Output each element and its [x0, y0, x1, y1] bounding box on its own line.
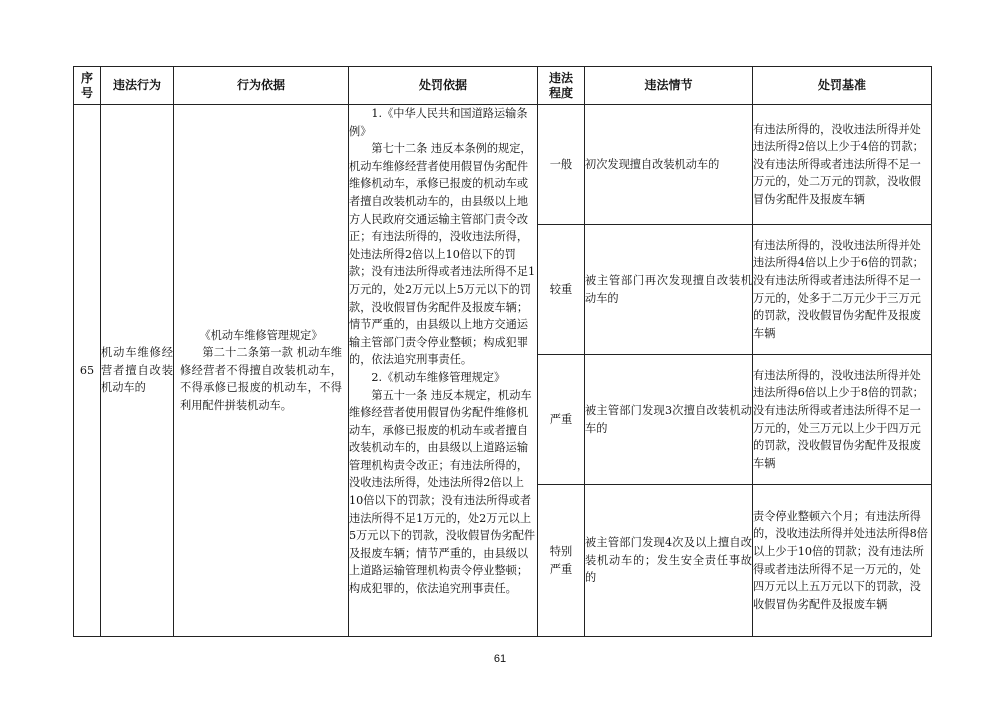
circumstance-cell: 初次发现擅自改装机动车的 [585, 105, 753, 225]
legal-basis-text: 第二十二条第一款 机动车维修经营者不得擅自改装机动车，不得承修已报废的机动车，不得利用配件拼装机动车。 [180, 346, 342, 412]
penalty-basis-1-title: 1.《中华人民共和国道路运输条例》 [349, 107, 528, 138]
circumstance-cell: 被主管部门发现3次擅自改装机动车的 [585, 355, 753, 485]
header-penalty-basis: 处罚依据 [349, 67, 538, 105]
legal-basis-title: 《机动车维修管理规定》 [199, 328, 323, 342]
circumstance-cell: 被主管部门再次发现擅自改装机动车的 [585, 225, 753, 355]
penalty-basis-2-text: 第五十一条 违反本规定，机动车维修经营者使用假冒伪劣配件维修机动车，承修已报废的机动车或者擅自改装机动车的，由县级以上道路运输管理机构责令改正；有违法所得的，没收违法所得，处违法所得2倍以上10倍以下的罚款；没有违法所得或者违法所得不足1万元的，处2万元以上5万元以下的罚款，没收假冒伪劣配件及报废车辆；情节严重的，由县级以上道路运输管理机构责令停业整顿；构成犯罪的，依法追究刑事责任。 [349, 388, 536, 596]
degree-cell: 特别严重 [538, 485, 585, 637]
penalty-basis-cell [349, 105, 538, 637]
standard-cell: 有违法所得的，没收违法所得并处违法所得4倍以上少于6倍的罚款；没有违法所得或者违法所得不足一万元的，处多于二万元少于三万元的罚款，没收假冒伪劣配件及报废车辆 [753, 225, 932, 355]
header-standard: 处罚基准 [753, 67, 932, 105]
standard-cell: 有违法所得的，没收违法所得并处违法所得6倍以上少于8倍的罚款；没有违法所得或者违法所得不足一万元的，处三万元以上少于四万元的罚款，没收假冒伪劣配件及报废车辆 [753, 355, 932, 485]
penalty-standard-table [73, 66, 932, 637]
legal-basis-cell [174, 105, 349, 637]
seq-cell: 65 [74, 105, 101, 637]
violation-act-cell [101, 105, 174, 637]
header-degree: 违法程度 [538, 67, 585, 105]
degree-cell: 严重 [538, 355, 585, 485]
standard-cell: 责令停业整顿六个月；有违法所得的，没收违法所得并处违法所得8倍以上少于10倍的罚款；没有违法所得或者违法所得不足一万元的，处四万元以上五万元以下的罚款，没收假冒伪劣配件及报废车辆 [753, 485, 932, 637]
header-basis: 行为依据 [174, 67, 349, 105]
standard-cell: 有违法所得的，没收违法所得并处违法所得2倍以上少于4倍的罚款；没有违法所得或者违法所得不足一万元的，处二万元的罚款，没收假冒伪劣配件及报废车辆 [753, 105, 932, 225]
circumstance-cell: 被主管部门发现4次及以上擅自改装机动车的；发生安全责任事故的 [585, 485, 753, 637]
table-header-row [74, 67, 932, 105]
degree-cell: 较重 [538, 225, 585, 355]
header-seq: 序号 [74, 67, 101, 105]
penalty-basis-1-text: 第七十二条 违反本条例的规定，机动车维修经营者使用假冒伪劣配件维修机动车，承修已报废的机动车或者擅自改装机动车的，由县级以上地方人民政府交通运输主管部门责令改正；有违法所得的，没收违法所得，处违法所得2倍以上10倍以下的罚款；没有违法所得或者违法所得不足1万元的，处2万元以上5万元以下的罚款，没收假冒伪劣配件及报废车辆；情节严重的，由县级以上地方交通运输主管部门责令停业整顿；构成犯罪的，依法追究刑事责任。 [349, 142, 536, 367]
page-number: 61 [493, 653, 507, 665]
degree-cell: 一般 [538, 105, 585, 225]
header-act: 违法行为 [101, 67, 174, 105]
table-row [74, 105, 932, 225]
violation-act-text: 机动车维修经营者擅自改装机动车的 [101, 346, 173, 395]
penalty-basis-2-title: 2.《机动车维修管理规定》 [371, 370, 506, 384]
header-circumstance: 违法情节 [585, 67, 753, 105]
